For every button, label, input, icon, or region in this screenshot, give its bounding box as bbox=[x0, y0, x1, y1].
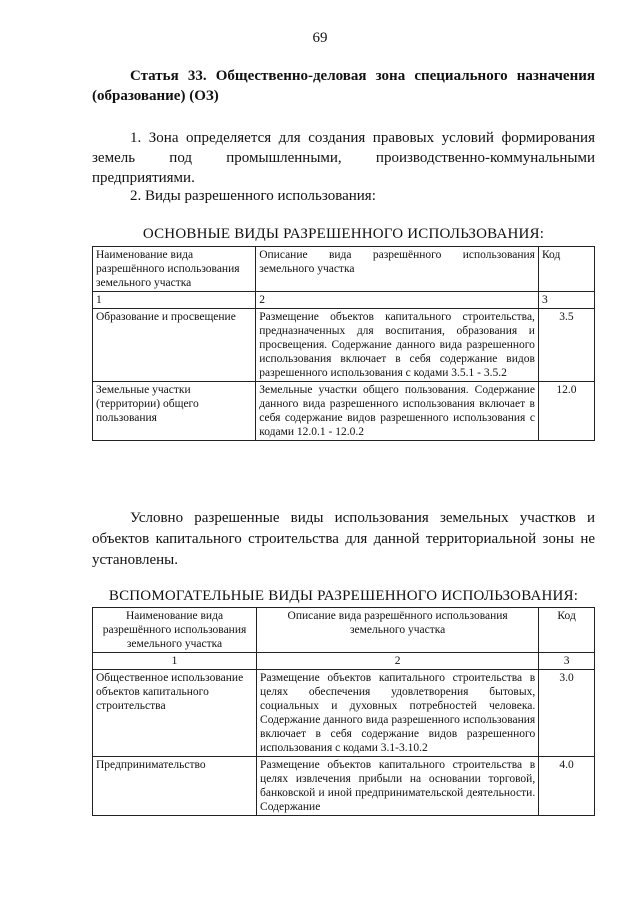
header-name-cell: Наименование вида разрешённого использования земельного участка bbox=[93, 247, 256, 292]
header-name-cell: Наименование вида разрешённого использования земельного участка bbox=[93, 608, 257, 653]
use-code-cell: 4.0 bbox=[539, 757, 595, 816]
numbering-cell: 1 bbox=[93, 653, 257, 670]
table-row bbox=[93, 670, 595, 757]
use-description-cell: Земельные участки общего пользования. Содержание данного вида разрешенного использования включает в себя содержание видов разрешенного использования с кодами 12.0.1 - 12.0.2 bbox=[256, 382, 539, 441]
use-code-cell: 3.0 bbox=[539, 670, 595, 757]
paragraph-line: Условно разрешенные виды использования земельных участков и bbox=[130, 510, 595, 526]
header-description-cell: Описание вида разрешённого использования земельного участка bbox=[257, 608, 539, 653]
use-name-cell: Общественное использование объектов капитального строительства bbox=[93, 670, 257, 757]
zone-purpose-paragraph bbox=[92, 128, 595, 188]
main-uses-table bbox=[92, 246, 595, 441]
table-row bbox=[93, 382, 595, 441]
page-number: 69 bbox=[312, 30, 328, 46]
use-name-cell: Земельные участки (территории) общего пользования bbox=[93, 382, 256, 441]
paragraph-line: установлены. bbox=[92, 552, 178, 568]
use-name-cell: Образование и просвещение bbox=[93, 309, 256, 382]
article-title-line1: Статья 33. Общественно-деловая зона специального назначения bbox=[130, 68, 595, 84]
article-title-line2: (образование) (ОЗ) bbox=[92, 88, 219, 104]
table-numbering-row bbox=[93, 292, 595, 309]
numbering-cell: 3 bbox=[539, 653, 595, 670]
table-row bbox=[93, 757, 595, 816]
header-code-cell: Код bbox=[539, 608, 595, 653]
auxiliary-uses-table bbox=[92, 607, 595, 816]
paragraph-line: предприятиями. bbox=[92, 170, 195, 186]
numbering-cell: 2 bbox=[257, 653, 539, 670]
table-numbering-row bbox=[93, 653, 595, 670]
paragraph-line: земель под промышленными, производственно-коммунальными bbox=[92, 150, 595, 166]
table-row bbox=[93, 309, 595, 382]
table-header-row bbox=[93, 247, 595, 292]
use-description-cell: Размещение объектов капитального строительства в целях обеспечения удовлетворения бытовых, социальных и духовных потребностей человека. Содержание данного вида разрешенного использования включает в себя содержание видов разрешенного использования с кодами 3.1-3.10.2 bbox=[257, 670, 539, 757]
use-name-cell: Предпринимательство bbox=[93, 757, 257, 816]
auxiliary-uses-heading: ВСПОМОГАТЕЛЬНЫЕ ВИДЫ РАЗРЕШЕННОГО ИСПОЛЬЗОВАНИЯ: bbox=[108, 588, 579, 604]
numbering-cell: 2 bbox=[256, 292, 539, 309]
use-description-cell: Размещение объектов капитального строительства в целях извлечения прибыли на основании торговой, банковской и иной предпринимательской деятельности. Содержание bbox=[257, 757, 539, 816]
main-uses-heading: ОСНОВНЫЕ ВИДЫ РАЗРЕШЕННОГО ИСПОЛЬЗОВАНИЯ: bbox=[142, 226, 545, 242]
paragraph-line: объектов капитального строительства для данной территориальной зоны не bbox=[92, 531, 595, 547]
uses-intro-paragraph: 2. Виды разрешенного использования: bbox=[130, 188, 376, 204]
conditional-uses-paragraph bbox=[92, 508, 595, 571]
header-code-cell: Код bbox=[538, 247, 594, 292]
paragraph-line: 1. Зона определяется для создания правовых условий формирования bbox=[130, 130, 595, 146]
use-code-cell: 12.0 bbox=[538, 382, 594, 441]
use-description-cell: Размещение объектов капитального строительства, предназначенных для воспитания, образования и просвещения. Содержание данного вида разрешенного использования включает в себя содержание видов разрешенного использования с кодами 3.5.1 - 3.5.2 bbox=[256, 309, 539, 382]
numbering-cell: 1 bbox=[93, 292, 256, 309]
article-title bbox=[92, 66, 595, 106]
header-description-cell: Описание вида разрешённого использования земельного участка bbox=[256, 247, 539, 292]
table-header-row bbox=[93, 608, 595, 653]
use-code-cell: 3.5 bbox=[538, 309, 594, 382]
numbering-cell: 3 bbox=[538, 292, 594, 309]
